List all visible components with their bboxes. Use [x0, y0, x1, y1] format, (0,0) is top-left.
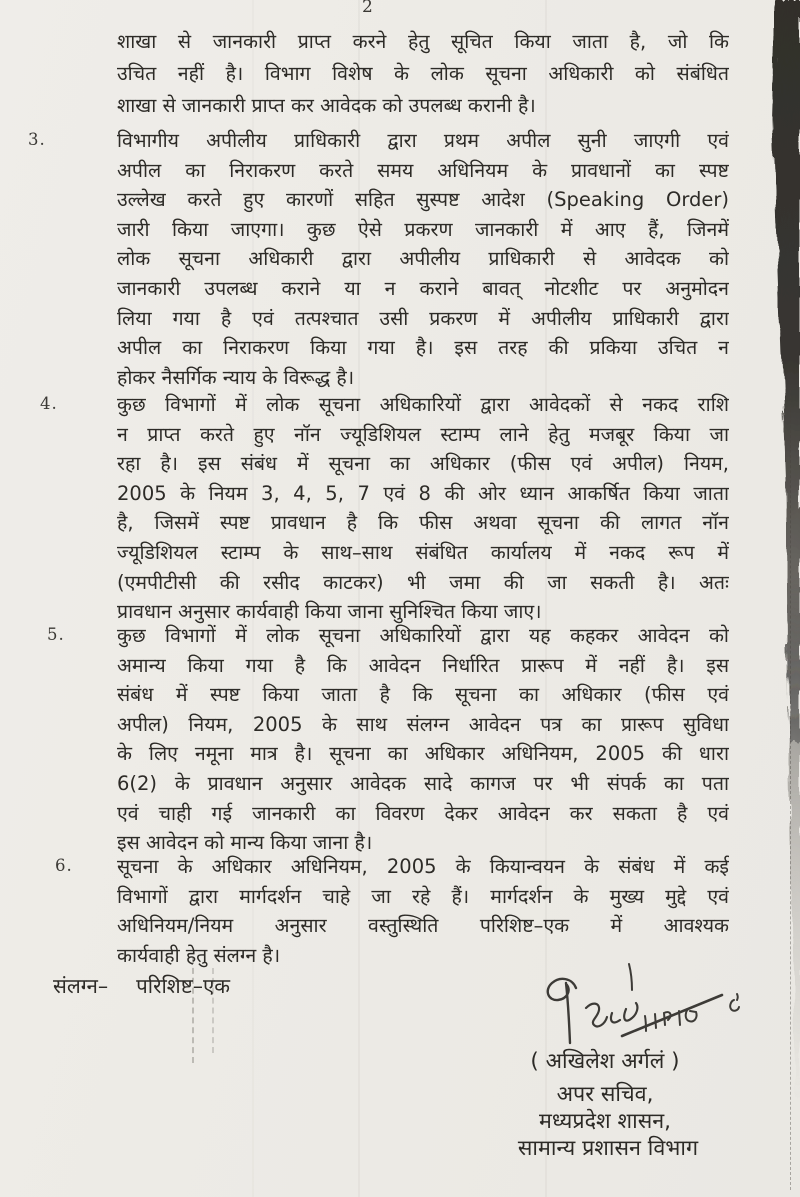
paragraph-line: उचित नहीं है। विभाग विशेष के लोक सूचना अधिकारी को संबंधित: [117, 62, 729, 85]
paragraph-line: ज्यूडिशियल स्टाम्प के साथ–साथ संबंधित कार्यालय में नकद रूप में: [117, 540, 729, 564]
paragraph-line: है, जिसमें स्पष्ट प्रावधान है कि फीस अथवा सूचना की लागत नॉन: [117, 511, 729, 535]
paragraph-line: प्रावधान अनुसार कार्यवाही किया जाना सुनिश्चित किया जाए।: [117, 600, 542, 624]
signatory-department: सामान्य प्रशासन विभाग: [517, 1136, 699, 1161]
paragraph-line: कुछ विभागों में लोक सूचना अधिकारियों द्वारा आवेदकों से नकद राशि: [117, 393, 729, 416]
paragraph-line: के लिए नमूना मात्र है। सूचना का अधिकार अधिनियम, 2005 की धारा: [117, 742, 729, 766]
paragraph-line: विभागीय अपीलीय प्राधिकारी द्वारा प्रथम अपील सुनी जाएगी एवं: [117, 129, 729, 152]
paragraph-line: जानकारी उपलब्ध कराने या न कराने बावत् नोटशीट पर अनुमोदन: [117, 276, 729, 300]
paragraph-line: शाखा से जानकारी प्राप्त करने हेतु सूचित किया जाता है, जो कि: [117, 30, 729, 53]
item-number: 3.: [28, 130, 46, 149]
signature-scribble: [528, 952, 758, 1057]
paragraph-line: जारी किया जाएगा। कुछ ऐसे प्रकरण जानकारी में आए हैं, जिनमें: [117, 217, 729, 241]
scan-edge-dotted-line: [790, 390, 791, 1190]
paragraph-line: सूचना के अधिकार अधिनियम, 2005 के कियान्वयन के संबंध में कई: [117, 855, 729, 878]
paragraph-line: अपील) नियम, 2005 के साथ संलग्न आवेदन पत्र का प्रारूप सुविधा: [117, 712, 729, 736]
enclosure-note: [53, 972, 230, 1000]
paragraph-item-3: [0, 126, 800, 392]
paragraph-line: इस आवेदन को मान्य किया जाना है।: [117, 831, 373, 855]
paragraph-line: विभागों द्वारा मार्गदर्शन चाहे जा रहे हैं। मार्गदर्शन के मुख्य मुद्दे एवं: [117, 884, 729, 908]
paragraph-line: अमान्य किया गया है कि आवेदन निर्धारित प्रारूप में नहीं है। इस: [117, 653, 729, 677]
paragraph-line: उल्लेख करते हुए कारणों सहित सुस्पष्ट आदेश (Speaking Order): [117, 188, 729, 212]
paragraph-line: रहा है। इस संबंध में सूचना का अधिकार (फीस एवं अपील) नियम,: [117, 452, 729, 476]
item-number: 5.: [47, 625, 65, 644]
paragraph-line: न प्राप्त करते हुए नॉन ज्यूडिशियल स्टाम्प लाने हेतु मजबूर किया जा: [117, 422, 729, 446]
enclosure-label: संलग्न–: [53, 974, 109, 998]
paragraph-line: 2005 के नियम 3, 4, 5, 7 एवं 8 की ओर ध्यान आकर्षित किया जाता: [117, 481, 729, 505]
paragraph-line: संबंध में स्पष्ट किया जाता है कि सूचना का अधिकार (फीस एवं: [117, 683, 729, 707]
paragraph-line: अधिनियम/नियम अनुसार वस्तुस्थिति परिशिष्ट–एक में आवश्यक: [117, 914, 729, 938]
paragraph-line: (एमपीटीसी की रसीद काटकर) भी जमा की जा सकती है। अतः: [117, 570, 729, 594]
paragraph-line: कुछ विभागों में लोक सूचना अधिकारियों द्वारा यह कहकर आवेदन को: [117, 624, 729, 647]
paragraph-line: अपील का निराकरण करते समय अधिनियम के प्रावधानों का स्पष्ट: [117, 158, 729, 182]
signatory-government: मध्यप्रदेश शासन,: [538, 1109, 671, 1134]
scan-edge-artifact: [766, 0, 800, 1197]
paragraph-line: 6(2) के प्रावधान अनुसार आवेदक सादे कागज पर भी संपर्क का पता: [117, 771, 729, 795]
paragraph-line: लिया गया है एवं तत्पश्चात उसी प्रकरण में अपीलीय प्राधिकारी द्वारा: [117, 306, 729, 330]
paragraph-line: एवं चाही गई जानकारी का विवरण देकर आवेदन कर सकता है एवं: [117, 801, 729, 825]
item-number: 6.: [55, 856, 73, 875]
paragraph-line: कार्यवाही हेतु संलग्न है।: [117, 943, 281, 967]
paragraph-line: लोक सूचना अधिकारी द्वारा अपीलीय प्राधिकारी से आवेदक को: [117, 247, 729, 271]
paragraph-item-5: [0, 621, 800, 858]
paragraph-intro: [0, 26, 800, 122]
paragraph-line: होकर नैसर्गिक न्याय के विरूद्ध है।: [117, 365, 355, 389]
item-number: 4.: [40, 394, 58, 413]
enclosure-value: परिशिष्ट–एक: [136, 974, 231, 998]
paragraph-line: अपील का निराकरण किया गया है। इस तरह की प्रकिया उचित न: [117, 336, 729, 360]
paragraph-item-4: [0, 390, 800, 627]
paragraph-line: शाखा से जानकारी प्राप्त कर आवेदक को उपलब्ध करानी है।: [117, 94, 536, 117]
signatory-designation: अपर सचिव,: [556, 1082, 654, 1107]
page-number: 2: [362, 0, 373, 17]
signatory-name: ( अखिलेश अर्गलं ): [530, 1049, 680, 1074]
